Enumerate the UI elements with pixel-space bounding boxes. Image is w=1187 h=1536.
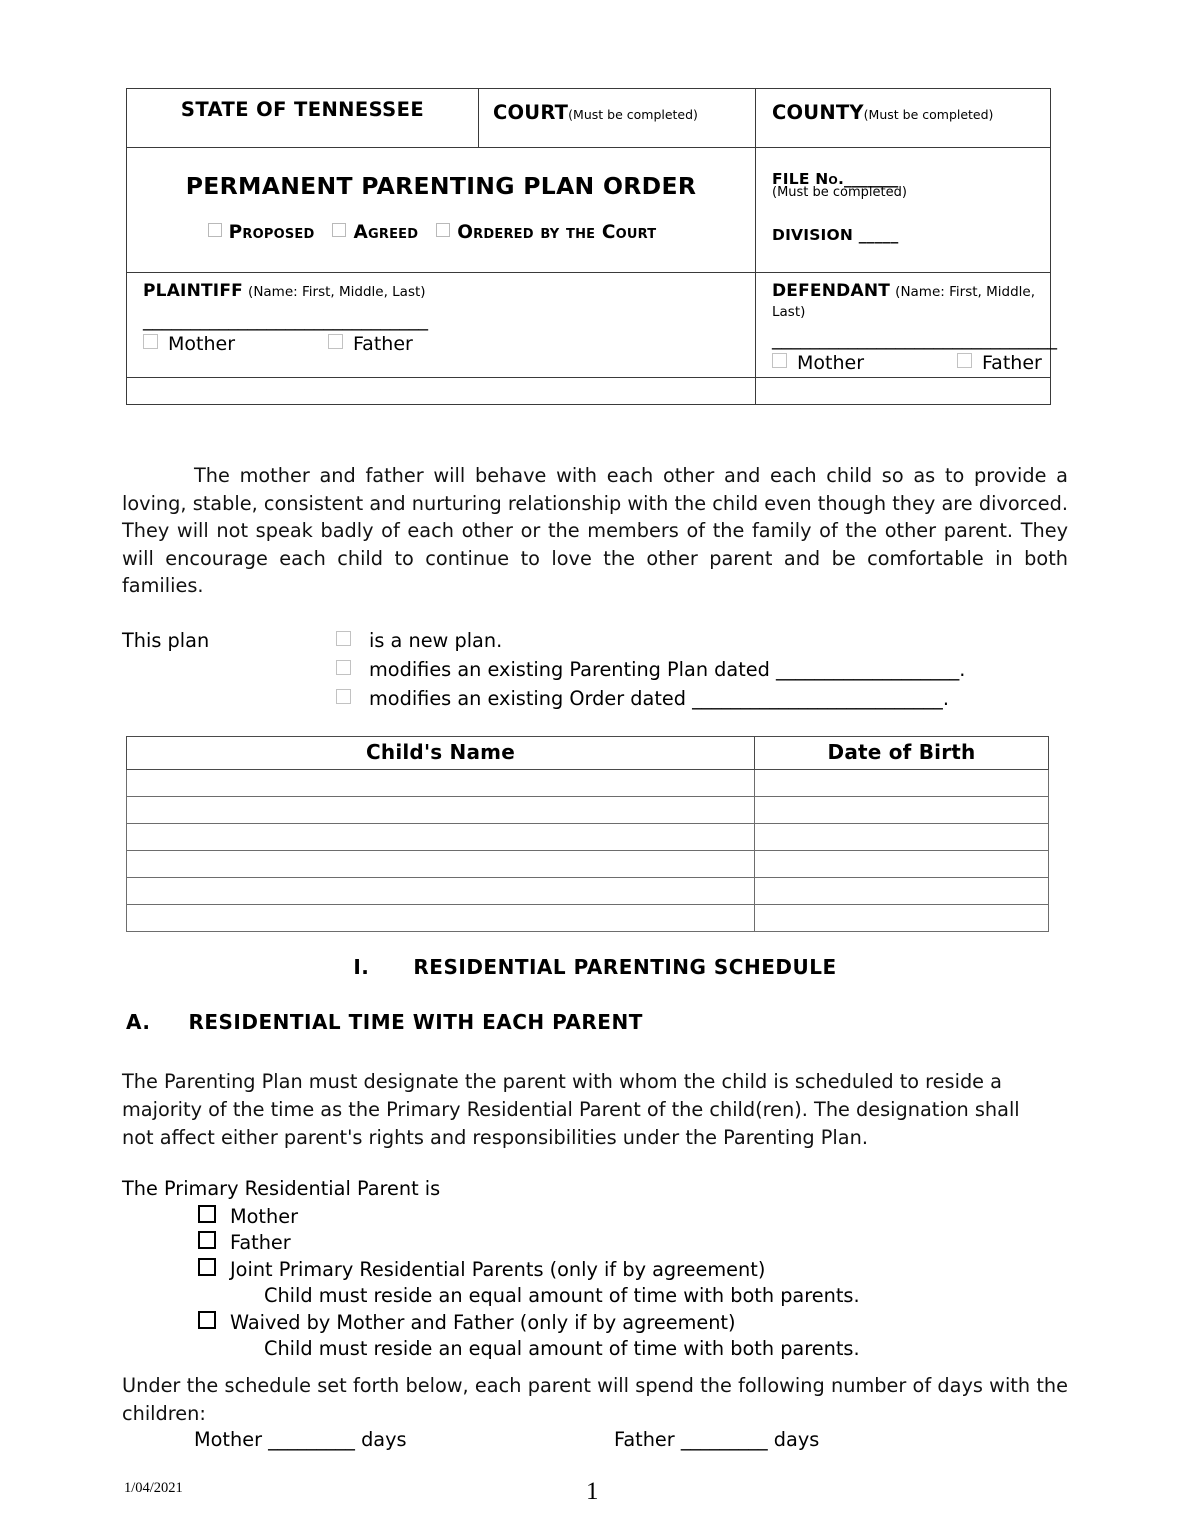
checkbox-icon-prp-mother[interactable]: [198, 1205, 216, 1223]
days-father-label: Father: [614, 1428, 675, 1451]
checkbox-icon-prp-father[interactable]: [198, 1231, 216, 1249]
child-name-cell[interactable]: [127, 797, 755, 824]
defendant-name-blank[interactable]: ______________________________: [772, 328, 1057, 350]
defendant-note: (Name: First, Middle, Last): [772, 284, 1035, 320]
plan-status-options: [336, 626, 1068, 713]
intro-paragraph: The mother and father will behave with each other and each child so as to provide a loving, stable, consistent and nurturing relationship with the child even though they are divorced. They will not speak badly of each other or the members of the family of the other parent. They will encourage each child to continue to love the other parent and be comfortable in both families.: [122, 464, 1068, 597]
caption-row-title: [127, 148, 1051, 273]
file-number-blank[interactable]: _______: [844, 170, 899, 188]
plan-option-modify-order[interactable]: [336, 684, 1068, 713]
modify-order-period: .: [942, 687, 949, 710]
modify-plan-date-blank[interactable]: ___________________: [776, 658, 960, 681]
option-proposed-label: Proposed: [228, 222, 315, 243]
defendant-father-option[interactable]: [957, 352, 1042, 374]
days-father-unit: days: [773, 1428, 820, 1451]
plan-status-label: This plan: [122, 629, 210, 652]
court-cell: [479, 89, 756, 148]
plaintiff-note: (Name: First, Middle, Last): [248, 284, 426, 300]
prp-waived-subtext: Child must reside an equal amount of time with both parents.: [264, 1337, 860, 1360]
prp-joint-subtext: Child must reside an equal amount of time with both parents.: [264, 1284, 860, 1307]
case-caption-table: [126, 88, 1057, 405]
file-number-label: FILE No.: [772, 170, 845, 188]
caption-row-blank: [127, 378, 1051, 405]
county-note: (Must be completed): [863, 107, 994, 122]
children-table-header-dob: Date of Birth: [755, 737, 1049, 770]
checkbox-icon-agreed[interactable]: [332, 223, 346, 237]
section-I-number: I.: [353, 955, 370, 979]
child-dob-cell[interactable]: [755, 770, 1049, 797]
court-label: COURT: [493, 101, 569, 124]
table-row: [127, 851, 1049, 878]
checkbox-icon-modify-order[interactable]: [336, 689, 351, 704]
days-mother-unit: days: [361, 1428, 407, 1451]
prp-options: [198, 1204, 1068, 1363]
days-mother-group: [194, 1428, 614, 1451]
caption-row-parties: [127, 273, 1051, 378]
child-name-cell[interactable]: [127, 878, 755, 905]
child-dob-cell[interactable]: [755, 878, 1049, 905]
blank-cell-right: [756, 378, 1051, 405]
file-number-cell: [756, 148, 1051, 273]
checkbox-icon-proposed[interactable]: [208, 223, 222, 237]
checkbox-icon-ordered[interactable]: [436, 223, 450, 237]
child-name-cell[interactable]: [127, 770, 755, 797]
plaintiff-heading: [143, 281, 755, 301]
court-note: (Must be completed): [568, 107, 698, 122]
plaintiff-role-choices: [143, 333, 755, 355]
option-ordered[interactable]: [436, 222, 656, 243]
defendant-cell: [756, 273, 1057, 378]
days-father-group: [614, 1428, 819, 1451]
children-table: [126, 736, 1049, 932]
child-dob-cell[interactable]: [755, 905, 1049, 932]
plaintiff-cell: [127, 273, 756, 378]
prp-option-joint-label: Joint Primary Residential Parents (only if by agreement): [230, 1257, 766, 1281]
child-dob-cell[interactable]: [755, 824, 1049, 851]
section-I-heading: [122, 955, 1068, 979]
plan-option-modify-plan-label: modifies an existing Parenting Plan dated: [369, 658, 770, 681]
section-A-heading: [126, 1010, 643, 1034]
table-row: [127, 878, 1049, 905]
caption-row-venue: [127, 89, 1051, 148]
defendant-heading: [772, 281, 1050, 320]
footer-revision-date: 1/04/2021: [124, 1480, 183, 1496]
plan-option-new[interactable]: [336, 626, 1068, 655]
option-ordered-label: Ordered by the Court: [457, 222, 657, 243]
footer-page-number: 1: [586, 1478, 599, 1505]
primary-residential-parent-block: [122, 1176, 1068, 1363]
plaintiff-name-blank[interactable]: ______________________________: [143, 309, 428, 331]
plaintiff-father-option[interactable]: [328, 333, 413, 355]
plaintiff-label: PLAINTIFF: [143, 281, 243, 301]
table-row: [127, 824, 1049, 851]
option-proposed[interactable]: [208, 222, 315, 243]
table-row: [127, 905, 1049, 932]
plan-status-block: [122, 626, 1068, 713]
checkbox-icon-plaintiff-mother[interactable]: [143, 334, 158, 349]
defendant-father-label: Father: [982, 352, 1042, 374]
plan-option-new-label: is a new plan.: [369, 629, 503, 652]
page-title: PERMANENT PARENTING PLAN ORDER: [185, 172, 697, 200]
plan-title-cell: [127, 148, 756, 273]
defendant-role-choices: [772, 352, 1050, 374]
days-father-blank[interactable]: _________: [680, 1428, 768, 1451]
days-paragraph: Under the schedule set forth below, each parent will spend the following number of days with the children:: [122, 1374, 1068, 1425]
blank-cell-left: [127, 378, 756, 405]
table-row: [127, 770, 1049, 797]
prp-option-mother-label: Mother: [230, 1204, 299, 1228]
section-A-number: A.: [126, 1010, 151, 1034]
section-A-title: RESIDENTIAL TIME WITH EACH PARENT: [188, 1010, 643, 1034]
file-number-note: (Must be completed): [772, 185, 907, 200]
checkbox-icon-defendant-mother[interactable]: [772, 353, 787, 368]
option-agreed[interactable]: [332, 222, 418, 243]
division-label: DIVISION: [772, 226, 854, 244]
checkbox-icon-prp-waived[interactable]: [198, 1311, 216, 1329]
state-title: STATE OF TENNESSEE: [180, 98, 425, 121]
division-line: [772, 226, 1050, 244]
county-cell: [756, 89, 1051, 148]
checkbox-icon-prp-joint[interactable]: [198, 1258, 216, 1276]
plan-type-options: [127, 222, 755, 243]
checkbox-icon-modify-plan[interactable]: [336, 660, 351, 675]
plan-option-modify-plan[interactable]: [336, 655, 1068, 684]
prp-option-mother[interactable]: [198, 1204, 1068, 1231]
checkbox-icon-new-plan[interactable]: [336, 631, 351, 646]
prp-option-father-label: Father: [230, 1231, 291, 1254]
modify-order-date-blank[interactable]: __________________________: [692, 687, 943, 710]
plaintiff-father-label: Father: [353, 333, 413, 355]
defendant-label: DEFENDANT: [772, 281, 891, 301]
children-table-header-row: [127, 737, 1049, 770]
child-dob-cell[interactable]: [755, 851, 1049, 878]
option-agreed-label: Agreed: [353, 222, 419, 243]
checkbox-icon-defendant-father[interactable]: [957, 353, 972, 368]
defendant-mother-option[interactable]: [772, 352, 957, 374]
prp-option-waived[interactable]: [198, 1310, 1068, 1337]
defendant-mother-label: Mother: [797, 352, 865, 374]
prp-option-waived-label: Waived by Mother and Father (only if by agreement): [230, 1310, 736, 1334]
days-mother-blank[interactable]: _________: [268, 1428, 355, 1451]
designation-paragraph: The Parenting Plan must designate the parent with whom the child is scheduled to reside a majority of the time as the Primary Residential Parent of the child(ren). The designation shall not affect either parent's rights and responsibilities under the Parenting Plan.: [122, 1070, 1020, 1149]
plan-option-modify-order-label: modifies an existing Order dated: [369, 687, 687, 710]
table-row: [127, 797, 1049, 824]
plaintiff-mother-option[interactable]: [143, 333, 328, 355]
prp-option-father[interactable]: [198, 1230, 1068, 1257]
plaintiff-mother-label: Mother: [168, 333, 236, 355]
division-blank[interactable]: _____: [858, 226, 899, 244]
days-entry-row: [122, 1428, 1068, 1451]
child-dob-cell[interactable]: [755, 797, 1049, 824]
state-cell: [127, 89, 479, 148]
child-name-cell[interactable]: [127, 905, 755, 932]
prp-lead-text: The Primary Residential Parent is: [122, 1177, 441, 1200]
child-name-cell[interactable]: [127, 851, 755, 878]
prp-option-joint[interactable]: [198, 1257, 1068, 1284]
days-mother-label: Mother: [194, 1428, 263, 1451]
checkbox-icon-plaintiff-father[interactable]: [328, 334, 343, 349]
children-table-header-name: Child's Name: [127, 737, 755, 770]
section-I-title: RESIDENTIAL PARENTING SCHEDULE: [413, 955, 837, 979]
county-label: COUNTY: [772, 101, 864, 124]
modify-plan-period: .: [959, 658, 966, 681]
child-name-cell[interactable]: [127, 824, 755, 851]
children-table-body: [127, 770, 1049, 932]
